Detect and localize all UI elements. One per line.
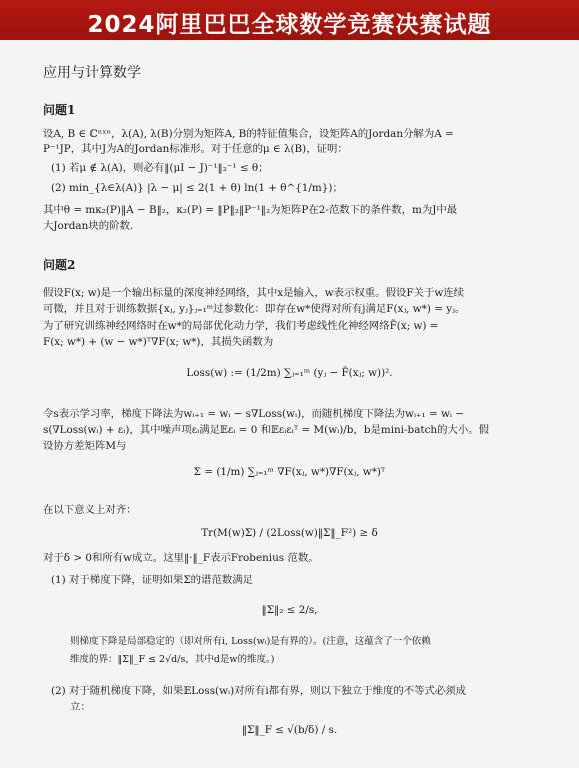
q2-subq-1-note: 则梯度下降是局部稳定的（即对所有i, Loss(wᵢ)是有界的）。(注意，这蕴含了一个依赖 xyxy=(70,636,431,647)
q1-heading: 问题1 xyxy=(43,103,76,117)
q2-subq-2: (2) 对于随机梯度下降，如果𝔼Loss(wᵢ)对所有i都有界，则以下独立于维度的不等式必须成 xyxy=(51,685,467,697)
equation-alignment: Tr(M(w)Σ) / (2Loss(w)‖Σ‖_F²) ≥ δ xyxy=(201,527,378,539)
exam-paper xyxy=(0,40,579,768)
section-title: 应用与计算数学 xyxy=(43,65,141,81)
q2-line: s(∇Loss(wᵢ) + εᵢ)，其中噪声项εᵢ满足𝔼εᵢ = 0 和𝔼εᵢεᵢᵀ = M(wᵢ)/b，b是mini-batch的大小。假 xyxy=(43,424,490,436)
q1-line: 设A, B ∈ ℂⁿˣⁿ，λ(A), λ(B)分别为矩阵A, B的特征值集合，设矩阵A的Jordan分解为A = xyxy=(43,128,454,140)
q1-item-2: (2) min_{λ∈λ(A)} |λ − μ| ≤ 2(1 + θ) ln(1 + θ^{1/m})； xyxy=(51,182,343,194)
q2-line: F(x; w*) + (w − w*)ᵀ∇F(x; w*)，其损失函数为 xyxy=(43,336,274,348)
q2-line: 令s表示学习率，梯度下降法为wᵢ₊₁ = wᵢ − s∇Loss(wᵢ)，而随机梯度下降法为wᵢ₊₁ = wᵢ − xyxy=(43,408,464,420)
q2-subq-2-cont: 立： xyxy=(70,701,91,713)
q1-line: 大Jordan块的阶数. xyxy=(43,220,134,232)
q2-line: 可微，并且对于训练数据{xⱼ, yⱼ}ⱼ₌₁ᵐ过参数化：即存在w*使得对所有j满足F(xⱼ, w*) = yⱼ。 xyxy=(43,303,466,315)
q2-subq-1-note: 维度的界：‖Σ‖_F ≤ 2√d/s，其中d是w的维度。) xyxy=(70,654,275,665)
title-banner xyxy=(0,0,579,40)
equation-spectral-bound: ‖Σ‖₂ ≤ 2/s, xyxy=(261,604,318,616)
q2-line: 假设F(x; w)是一个输出标量的深度神经网络，其中x是输入，w表示权重。假设F关于w连续 xyxy=(43,287,465,299)
q2-line: 在以下意义上对齐： xyxy=(43,504,137,516)
q2-subq-1: (1) 对于梯度下降，证明如果Σ的谱范数满足 xyxy=(51,574,254,586)
equation-loss: Loss(w) := (1/2m) ∑ⱼ₌₁ᵐ (yⱼ − F̃(xⱼ; w))². xyxy=(186,367,393,379)
q1-item-1: (1) 若μ ∉ λ(A)，则必有‖(μI − J)⁻¹‖₂⁻¹ ≤ θ； xyxy=(51,162,269,174)
q2-line: 对于δ > 0和所有w成立。这里‖·‖_F表示Frobenius 范数。 xyxy=(43,552,319,564)
page-title: 2024阿里巴巴全球数学竞赛决赛试题 xyxy=(87,12,492,38)
q1-line: 其中θ = mκ₂(P)‖A − B‖₂，κ₂(P) = ‖P‖₂‖P⁻¹‖₂为矩阵P在2-范数下的条件数，m为J中最 xyxy=(43,204,458,216)
q2-line: 设协方差矩阵M与 xyxy=(43,440,127,452)
q2-line: 为了研究训练神经网络时在w*的局部优化动力学，我们考虑线性化神经网络F̃(x; w) = xyxy=(43,320,439,332)
equation-frobenius-bound: ‖Σ‖_F ≤ √(b/δ) / s. xyxy=(241,724,338,736)
equation-sigma: Σ = (1/m) ∑ⱼ₌₁ᵐ ∇F(xⱼ, w*)∇F(xⱼ, w*)ᵀ xyxy=(193,466,386,478)
q1-line: P⁻¹JP，其中J为A的Jordan标准形。对于任意的μ ∈ λ(B)，证明： xyxy=(43,143,348,155)
q2-heading: 问题2 xyxy=(43,258,76,272)
